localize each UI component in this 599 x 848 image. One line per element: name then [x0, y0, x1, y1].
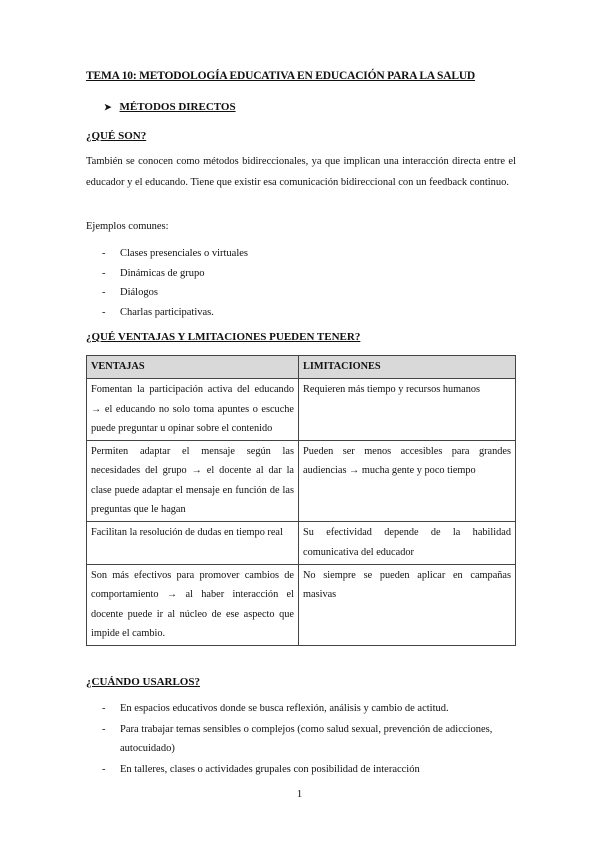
table-row [87, 379, 516, 441]
arrow-right-bullet-icon: ➤ [104, 102, 112, 112]
page-number: 1 [296, 788, 303, 800]
examples-list [86, 244, 516, 322]
when-use-heading: ¿CUÁNDO USARLOS? [86, 676, 200, 688]
table-cell: Permiten adaptar el mensaje según las necesidades del grupo → el docente al dar la clase puede adaptar el mensaje en función de las preguntas que le hagan [87, 441, 299, 522]
table-cell: Son más efectivos para promover cambios de comportamiento → al haber interacción el docente puede ir al núcleo de ese aspecto que impide el cambio. [87, 564, 299, 645]
what-are-paragraph: También se conocen como métodos bidireccionales, ya que implican una interacción directa entre el educador y el educando. Tiene que existir esa comunicación bidireccional con un feedback continuo. [86, 156, 516, 188]
what-are-heading: ¿QUÉ SON? [86, 130, 147, 142]
pros-cons-table [86, 355, 516, 646]
list-item: - Diálogos [102, 287, 158, 298]
list-item: - En espacios educativos donde se busca reflexión, análisis y cambio de actitud. [102, 703, 449, 714]
list-item: - Clases presenciales o virtuales [102, 248, 248, 259]
table-row [87, 564, 516, 645]
section-heading-label: MÉTODOS DIRECTOS [119, 101, 236, 113]
table-cell: Pueden ser menos accesibles para grandes audiencias → mucha gente y poco tiempo [299, 441, 516, 522]
document-title: TEMA 10: METODOLOGÍA EDUCATIVA EN EDUCACIÓN PARA LA SALUD [86, 70, 476, 82]
list-item: - Charlas participativas. [102, 306, 214, 318]
table-cell: Requieren más tiempo y recursos humanos [299, 379, 516, 441]
table-row [87, 522, 516, 565]
table-cell: Fomentan la participación activa del educando → el educando no solo toma apuntes o escuche puede preguntar u opinar sobre el contenido [87, 379, 299, 441]
table-cell: No siempre se pueden aplicar en campañas masivas [299, 564, 516, 645]
table-cell: Su efectividad depende de la habilidad comunicativa del educador [299, 522, 516, 565]
list-item: - En talleres, clases o actividades grupales con posibilidad de interacción [102, 764, 420, 775]
when-use-list [86, 699, 516, 781]
header-limitaciones: LIMITACIONES [299, 356, 516, 379]
table-cell: Facilitan la resolución de dudas en tiempo real [87, 522, 299, 565]
header-ventajas: VENTAJAS [87, 356, 299, 379]
examples-intro: Ejemplos comunes: [86, 221, 169, 232]
table-row [87, 441, 516, 522]
list-item: - Dinámicas de grupo [102, 267, 205, 279]
pros-cons-heading: ¿QUÉ VENTAJAS Y LMITACIONES PUEDEN TENER? [86, 331, 361, 343]
list-item: - Para trabajar temas sensibles o complejos (como salud sexual, prevención de adicciones, autocuidado) [102, 724, 493, 754]
table-header-row [87, 356, 516, 379]
section-heading [104, 101, 236, 113]
